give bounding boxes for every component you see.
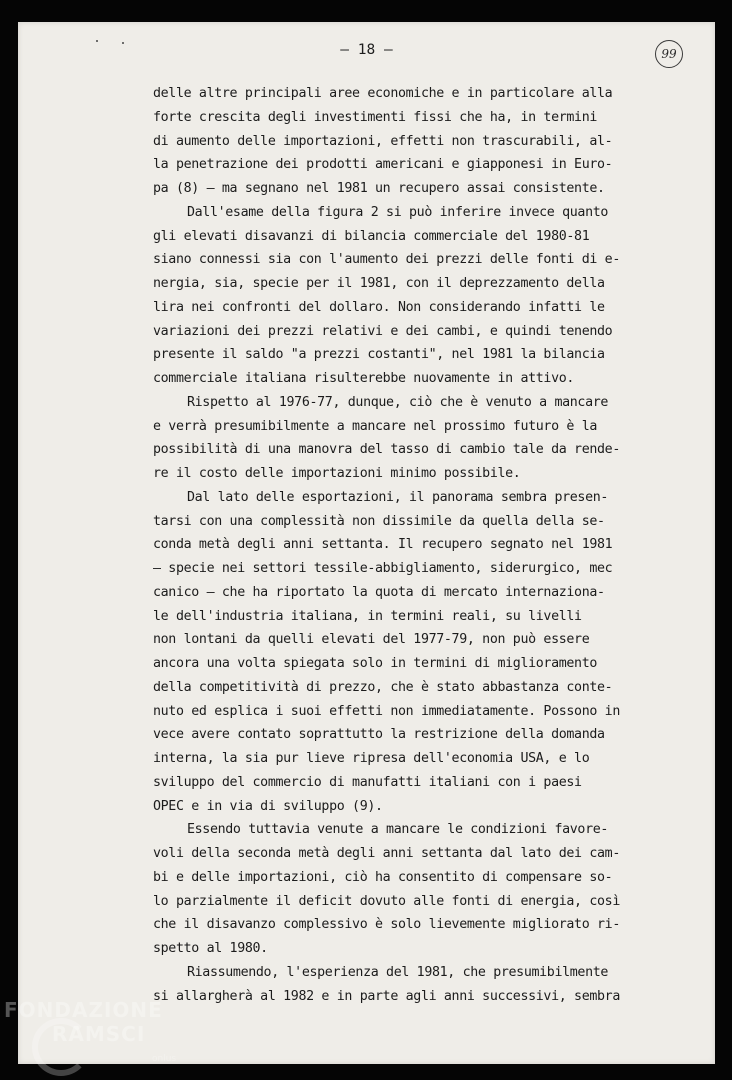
text-line: sviluppo del commercio di manufatti italiani con i paesi: [153, 774, 582, 790]
text-line: vece avere contato soprattutto la restrizione della domanda: [153, 727, 605, 743]
text-line: voli della seconda metà degli anni settanta dal lato dei cam-: [153, 846, 620, 861]
text-line: pa (8) – ma segnano nel 1981 un recupero assai consistente.: [153, 181, 605, 196]
text-line: di aumento delle importazioni, effetti non trascurabili, al-: [153, 133, 613, 149]
text-line: ancora una volta spiegata solo in termini di miglioramento: [153, 656, 598, 671]
text-line: – specie nei settori tessile-abbigliamento, siderurgico, mec: [153, 561, 613, 576]
text-line: Dal lato delle esportazioni, il panorama sembra presen-: [187, 489, 609, 505]
text-line: gli elevati disavanzi di bilancia commerciale del 1980-81: [153, 228, 590, 244]
text-line: delle altre principali aree economiche e in particolare alla: [153, 86, 613, 101]
text-line: variazioni dei prezzi relativi e dei cambi, e quindi tenendo: [153, 323, 613, 339]
text-line: Rispetto al 1976-77, dunque, ciò che è venuto a mancare: [187, 394, 609, 410]
text-line: lo parzialmente il deficit dovuto alle fonti di energia, così: [153, 893, 620, 909]
text-line: forte crescita degli investimenti fissi che ha, in termini: [153, 109, 598, 125]
watermark-onlus: onlus: [152, 1054, 177, 1064]
text-line: siano connessi sia con l'aumento dei prezzi delle fonti di e-: [153, 252, 620, 268]
text-line: la penetrazione dei prodotti americani e giapponesi in Euro-: [153, 157, 613, 173]
text-line: le dell'industria italiana, in termini reali, su livelli: [153, 608, 582, 624]
text-line: tarsi con una complessità non dissimile da quella della se-: [153, 513, 605, 529]
text-line: possibilità di una manovra del tasso di cambio tale da rende-: [153, 442, 620, 458]
page-number: – 18 –: [340, 42, 393, 58]
text-line: re il costo delle importazioni minimo possibile.: [153, 466, 521, 481]
text-line: lira nei confronti del dollaro. Non considerando infatti le: [153, 299, 605, 315]
text-line: bi e delle importazioni, ciò ha consentito di compensare so-: [153, 869, 613, 885]
text-line: non lontani da quelli elevati del 1977-79, non può essere: [153, 632, 590, 648]
watermark-line1: FONDAZIONE: [4, 998, 163, 1022]
text-line: OPEC e in via di sviluppo (9).: [153, 798, 383, 814]
text-line: conda metà degli anni settanta. Il recupero segnato nel 1981: [153, 537, 613, 553]
body-text: [153, 82, 643, 1008]
text-line: Dall'esame della figura 2 si può inferire invece quanto: [187, 204, 609, 220]
text-line: che il disavanzo complessivo è solo lievemente migliorato ri-: [153, 917, 620, 933]
fondazione-gramsci-watermark: [4, 998, 177, 1064]
text-line: spetto al 1980.: [153, 941, 268, 956]
archive-page-mark: 99: [655, 40, 683, 68]
watermark-line2: RAMSCI: [52, 1022, 146, 1046]
text-line: Riassumendo, l'esperienza del 1981, che presumibilmente: [187, 964, 609, 980]
text-line: nuto ed esplica i suoi effetti non immediatamente. Possono in: [153, 703, 620, 719]
text-line: presente il saldo "a prezzi costanti", nel 1981 la bilancia: [153, 347, 605, 363]
text-line: e verrà presumibilmente a mancare nel prossimo futuro è la: [153, 418, 598, 434]
text-line: nergia, sia, specie per il 1981, con il deprezzamento della: [153, 276, 605, 291]
text-line: interna, la sia pur lieve ripresa dell'economia USA, e lo: [153, 751, 590, 766]
document-page: [18, 22, 715, 1064]
text-line: si allargherà al 1982 e in parte agli anni successivi, sembra: [153, 988, 620, 1004]
gramsci-logo-icon: [32, 1018, 90, 1076]
text-line: Essendo tuttavia venute a mancare le condizioni favore-: [187, 822, 609, 838]
text-line: canico – che ha riportato la quota di mercato internaziona-: [153, 584, 605, 600]
text-line: della competitività di prezzo, che è stato abbastanza conte-: [153, 679, 613, 695]
text-line: commerciale italiana risulterebbe nuovamente in attivo.: [153, 371, 575, 386]
